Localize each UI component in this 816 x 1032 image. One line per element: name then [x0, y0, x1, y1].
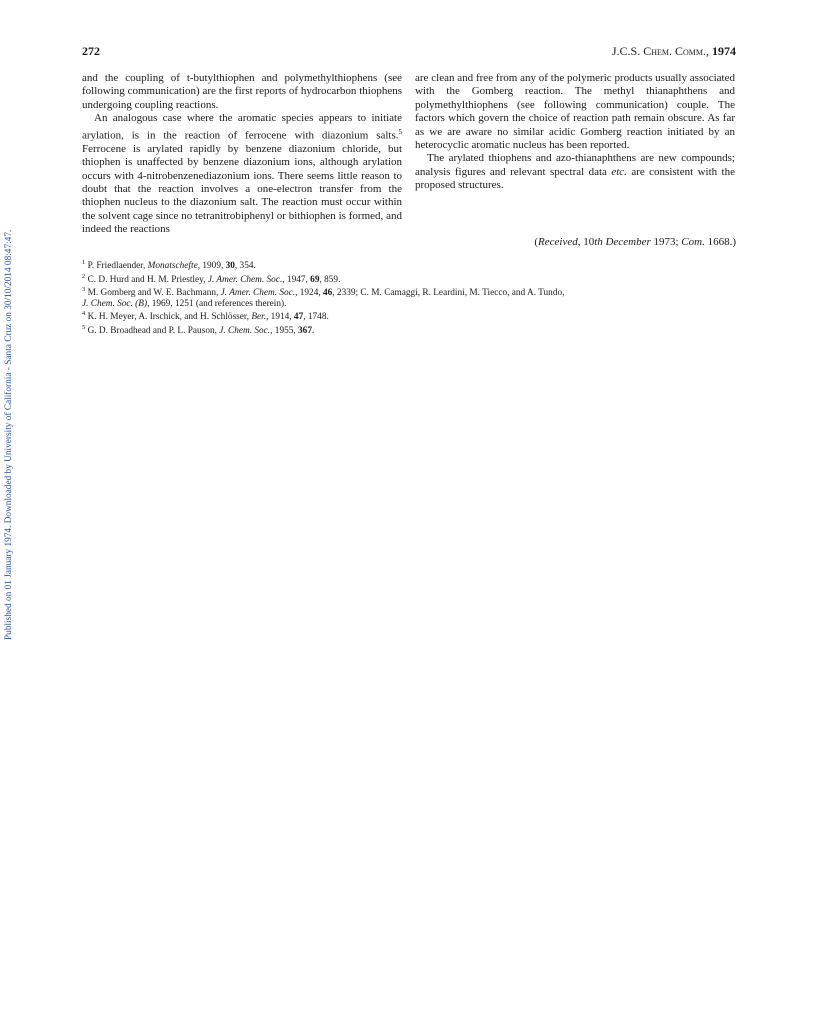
ref-page: , 1748. — [303, 312, 329, 323]
received-open: ( — [534, 236, 539, 248]
ref-authors: P. Friedlaender, — [85, 261, 148, 272]
left-paragraph-2 — [82, 112, 402, 236]
ref-volume: 30 — [225, 261, 235, 272]
ref-page: , 354. — [234, 261, 256, 272]
journal-name: Chem. Comm. — [643, 44, 706, 58]
ref-number: 1 — [82, 259, 86, 266]
ref-volume: 46 — [322, 288, 333, 299]
left-column — [82, 72, 402, 237]
ref-journal: Ber. — [251, 312, 267, 323]
left-paragraph-1: and the coupling of t-butylthiophen and polymethylthiophens (see following communication) are the first reports of hydrocarbon thiophens undergoing coupling reactions. — [82, 72, 402, 111]
ref-year: , 1955, — [270, 325, 299, 336]
com-word: Com. — [681, 236, 705, 248]
ref-authors: M. Gomberg and W. E. Bachmann, — [85, 288, 221, 299]
ref-volume: 47 — [293, 312, 304, 323]
received-date-b: December — [602, 236, 651, 248]
ref-page: , 2339; C. M. Camaggi, R. Leardini, M. Tiecco, and A. Tundo, — [332, 288, 565, 299]
reference-4 — [82, 309, 736, 323]
journal-prefix: J.C.S. — [611, 44, 644, 58]
ref-number: 2 — [82, 272, 86, 280]
ref-page: , 859. — [319, 274, 341, 285]
ref-authors: G. D. Broadhead and P. L. Pauson, — [85, 325, 220, 336]
ref-year: , 1947, — [282, 274, 311, 285]
left-paragraph-2-start: An analogous case where the aromatic species appears to initiate arylation, is in the reaction of ferrocene with diazonium salts. — [82, 112, 402, 142]
ref-year: , 1924, — [295, 288, 323, 299]
ref-journal: Monatschefte — [147, 261, 198, 272]
ref-authors: C. D. Hurd and H. M. Priestley, — [85, 274, 208, 285]
ref-year: , 1914, — [266, 312, 294, 323]
right-paragraph-2 — [415, 152, 735, 192]
ref-number: 5 — [82, 323, 86, 331]
received-word: Received — [538, 236, 578, 248]
right-paragraph-2-start: The arylated thiophens and azo-thianaphthens are new compounds; analysis figures and relevant spectral data — [415, 152, 735, 178]
ref-journal-2: J. Chem. Soc. (B) — [82, 298, 148, 309]
ref-page: . — [311, 325, 315, 336]
right-paragraph-1: are clean and free from any of the polymeric products usually associated with the Gomberg reaction. The methyl thianaphthens and polymethylthiophens (see following communication) couple. The factors which govern the choice of reaction path remain obscure. As far as we are aware no similar acidic Gomberg reaction initiated by an heterocyclic aromatic nucleus has been reported. — [415, 72, 735, 152]
ref-5-citation[interactable]: 5 — [398, 127, 402, 136]
journal-year: 1974 — [712, 44, 736, 58]
reference-1 — [82, 258, 736, 272]
right-paragraph-2-end: are consistent with the proposed structures. — [415, 165, 735, 192]
ref-authors: K. H. Meyer, A. Irschick, and H. Schlösser, — [85, 312, 252, 323]
ref-volume: 69 — [310, 274, 320, 285]
ref-journal: J. Chem. Soc. — [219, 325, 271, 336]
journal-sep: , — [706, 44, 712, 58]
ref-journal: J. Amer. Chem. Soc. — [207, 274, 283, 285]
etc-italic: etc. — [611, 165, 627, 178]
reference-3 — [82, 285, 736, 309]
download-watermark — [4, 160, 24, 640]
ref-year: , 1909, — [197, 261, 226, 272]
ref-number: 4 — [82, 310, 86, 318]
right-column — [415, 72, 735, 193]
download-watermark-text: Published on 01 January 1974. Downloaded by University of California - Santa Cruz on 30/10/2014 08:47:47. — [4, 229, 14, 640]
ref-number: 3 — [82, 286, 86, 294]
references-list — [82, 258, 736, 336]
reference-2 — [82, 272, 736, 286]
ref-rest: , 1969, 1251 (and references therein). — [147, 298, 287, 309]
received-date-th: th — [594, 236, 603, 248]
received-date-c: 1973; — [650, 236, 682, 248]
reference-5 — [82, 323, 736, 337]
com-number: 1668.) — [704, 236, 736, 248]
page-number: 272 — [82, 44, 100, 58]
page-header — [82, 44, 736, 60]
received-date-a: , 10 — [577, 236, 595, 248]
received-line — [534, 236, 736, 248]
ref-journal: J. Amer. Chem. Soc. — [220, 288, 296, 299]
ref-volume: 367 — [298, 325, 312, 336]
journal-title — [612, 44, 736, 59]
left-paragraph-2-rest: Ferrocene is arylated rapidly by benzene diazonium chloride, but thiophen is unaffected by benzene diazonium ions, although arylation occurs with 4-nitrobenzenediazonium ions. There seems little reason to doubt that the reaction involves a one-electron transfer from the thiophen nucleus to the diazonium salt. The reaction must occur within the solvent cage since no tetranitrobiphenyl or bithiophen is formed, and indeed the reactions — [82, 142, 402, 236]
